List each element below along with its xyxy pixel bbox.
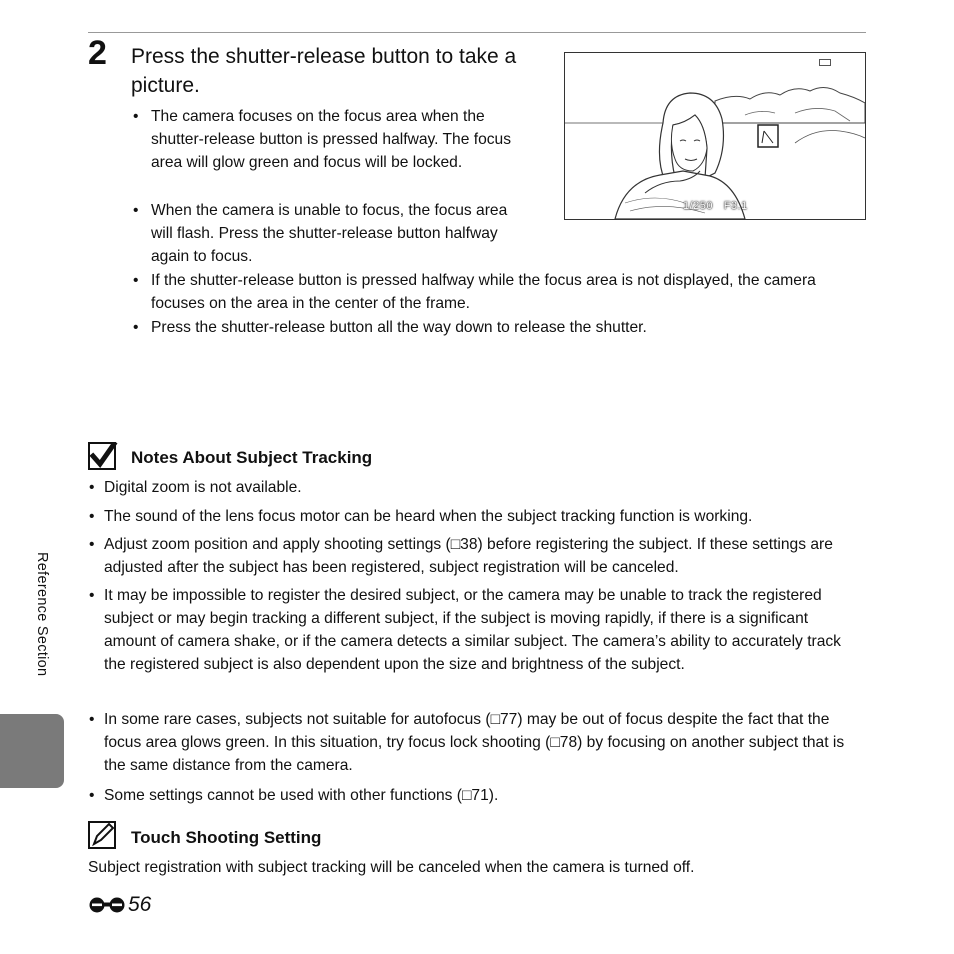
step-number: 2	[88, 34, 107, 72]
note-item: • In some rare cases, subjects not suitable for autofocus (□77) may be out of focus despite the fact that the focus area glows green. In this situation, try focus lock shooting (□78) by focusing on another subject that is the same distance from the camera.	[89, 711, 845, 774]
top-rule	[88, 32, 866, 33]
step-bullet: • Press the shutter-release button all the way down to release the shutter.	[133, 319, 647, 336]
notes-title: Notes About Subject Tracking	[131, 448, 373, 467]
step-bullet: • The camera focuses on the focus area when the shutter-release button is pressed halfway. The focus area will glow green and focus will be locked.	[133, 108, 512, 171]
step-title: Press the shutter-release button to take a picture.	[131, 45, 517, 97]
reference-section-e-icon	[88, 894, 128, 916]
step-bullet: • If the shutter-release button is pressed halfway while the focus area is not displayed, the camera focuses on the area in the center of the frame.	[133, 272, 816, 312]
battery-icon	[819, 59, 831, 66]
exposure-readout	[683, 200, 748, 212]
note-item: • Adjust zoom position and apply shooting settings (□38) before registering the subject. If these settings are adjusted after the subject has been registered, subject registration will be canceled.	[89, 536, 833, 576]
note-item: • The sound of the lens focus motor can be heard when the subject tracking function is working.	[89, 508, 753, 525]
aperture: F3.1	[723, 200, 748, 212]
touch-text: Subject registration with subject tracking will be canceled when the camera is turned off.	[88, 859, 695, 876]
section-tab	[0, 714, 64, 788]
camera-monitor-illustration	[564, 52, 866, 220]
step-bullet: • When the camera is unable to focus, the focus area will flash. Press the shutter-release button halfway again to focus.	[133, 202, 508, 265]
pencil-note-icon	[88, 821, 118, 854]
note-item: • Digital zoom is not available.	[89, 479, 302, 496]
note-item: • It may be impossible to register the desired subject, or the camera may be unable to track the registered subject or may begin tracking a different subject, if the subject is moving rapidly, if there is a significant amount of camera shake, or if the camera detects a similar subject. The camera’s ability to accurately track the registered subject is also dependent upon the size and brightness of the subject.	[89, 587, 841, 673]
portrait-scene-illustration	[565, 53, 865, 219]
shutter-speed: 1/250	[683, 200, 714, 212]
sidebar-section-label: Reference Section	[34, 552, 50, 677]
checkmark-caution-icon	[88, 442, 118, 475]
touch-title: Touch Shooting Setting	[131, 828, 322, 847]
note-item: • Some settings cannot be used with other functions (□71).	[89, 787, 499, 804]
page-number: 56	[88, 893, 151, 917]
